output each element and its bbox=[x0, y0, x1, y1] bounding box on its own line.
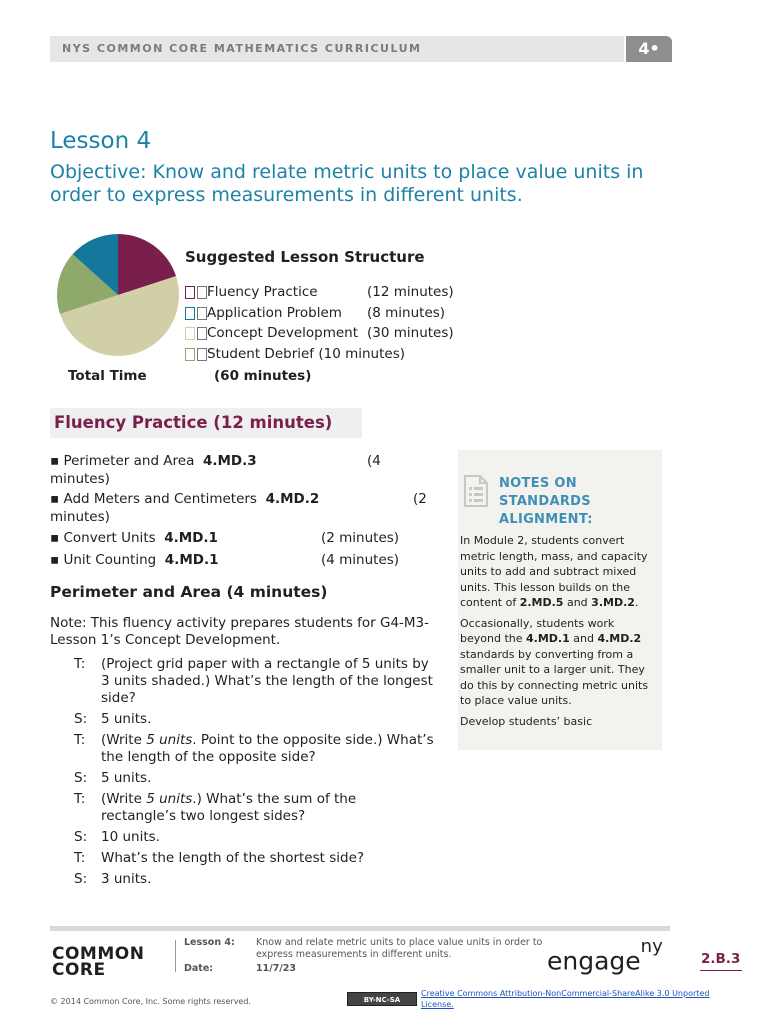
bullet: ▪ bbox=[50, 530, 60, 546]
logo-line: COMMON bbox=[52, 944, 145, 964]
dialog-line bbox=[74, 791, 434, 825]
page-number-underline bbox=[700, 970, 742, 971]
standard-code: 2.MD.5 bbox=[519, 596, 564, 609]
logo-superscript: ny bbox=[640, 936, 663, 957]
dialog-text: . Point to the opposite side.) What’s the length of the opposite side? bbox=[101, 732, 434, 765]
total-time-value: (60 minutes) bbox=[214, 368, 312, 384]
dialog-text: 3 units. bbox=[101, 871, 152, 887]
checkbox-icon bbox=[197, 348, 207, 361]
dialog-line bbox=[74, 829, 434, 846]
checkbox-icon bbox=[197, 307, 207, 320]
structure-item-time: (12 minutes) bbox=[367, 284, 454, 300]
activity-time-wrap: minutes) bbox=[50, 471, 110, 487]
common-core-logo bbox=[52, 946, 144, 978]
bullet: ▪ bbox=[50, 453, 60, 469]
sidebar-text: . bbox=[634, 596, 639, 609]
logo-text: engage bbox=[547, 946, 641, 976]
sidebar-paragraph bbox=[460, 616, 652, 709]
document-icon bbox=[463, 474, 489, 508]
standard-code: 3.MD.2 bbox=[591, 596, 635, 609]
bullet: ▪ bbox=[50, 491, 60, 507]
engageny-logo bbox=[547, 936, 663, 976]
standard-code: 4.MD.2 bbox=[265, 491, 320, 507]
list-item bbox=[50, 490, 430, 529]
sidebar-body bbox=[460, 533, 652, 734]
page-number: 2.B.3 bbox=[701, 951, 741, 967]
dialog-text: (Project grid paper with a rectangle of 5 units by 3 units shaded.) What’s the length of the longest side? bbox=[101, 656, 433, 706]
dialog-line bbox=[74, 850, 434, 867]
dialog-line bbox=[74, 711, 434, 728]
fluency-activity-list bbox=[50, 452, 430, 571]
speaker: S: bbox=[74, 770, 88, 786]
bullet: ▪ bbox=[50, 552, 60, 568]
color-key-concept bbox=[185, 327, 195, 340]
speaker: T: bbox=[74, 791, 86, 807]
perimeter-area-title: Perimeter and Area (4 minutes) bbox=[50, 583, 328, 601]
grade-badge: 4• bbox=[626, 36, 672, 62]
sidebar-text: and bbox=[563, 596, 592, 609]
sidebar-text: standards by converting from a smaller unit to a larger unit. They do this by connecting metric units to place value units. bbox=[460, 647, 649, 707]
structure-item-time: (8 minutes) bbox=[367, 304, 446, 321]
speaker: T: bbox=[74, 732, 86, 748]
standard-code: 4.MD.2 bbox=[597, 632, 642, 645]
footer-divider bbox=[50, 926, 670, 931]
structure-item-name: Student Debrief (10 minutes) bbox=[207, 346, 406, 363]
list-item bbox=[50, 551, 430, 571]
speaker: S: bbox=[74, 711, 88, 727]
dialog-text: (Write bbox=[101, 791, 147, 807]
dialog-emphasis: 5 units bbox=[146, 791, 193, 807]
structure-item-name: Fluency Practice bbox=[207, 284, 318, 300]
dialog-text: .) What’s the sum of the rectangle’s two longest sides? bbox=[101, 791, 357, 824]
sidebar-title: NOTES ON STANDARDS ALIGNMENT: bbox=[499, 476, 593, 527]
activity-time: (4 bbox=[367, 453, 381, 469]
lesson-title: Lesson 4 bbox=[50, 128, 152, 154]
dialog-text: 5 units. bbox=[101, 770, 152, 786]
copyright-notice: © 2014 Common Core, Inc. Some rights reserved. bbox=[50, 997, 251, 1006]
list-item bbox=[50, 452, 430, 488]
creative-commons-badge: BY-NC-SA bbox=[347, 992, 417, 1006]
sidebar-paragraph bbox=[460, 533, 652, 611]
sidebar-paragraph: Develop students’ basic bbox=[460, 714, 593, 728]
lesson-objective: Objective: Know and relate metric units to place value units in order to express measurements in different units. bbox=[50, 161, 644, 206]
footer-date-label: Date: bbox=[184, 963, 214, 974]
dialog-text: 5 units. bbox=[101, 711, 152, 727]
sidebar-text: Occasionally, students work beyond the bbox=[460, 616, 615, 645]
structure-item-name: Application Problem bbox=[207, 304, 342, 321]
lesson-structure-title: Suggested Lesson Structure bbox=[185, 248, 425, 266]
color-key-fluency bbox=[185, 286, 195, 299]
license-link[interactable]: Creative Commons Attribution-NonCommercial-ShareAlike 3.0 Unported License. bbox=[421, 989, 710, 1009]
footer-lesson-label: Lesson 4: bbox=[184, 937, 235, 948]
activity-time-wrap: minutes) bbox=[50, 509, 110, 525]
sidebar-text: In Module 2, students convert metric length, mass, and capacity units to add and subtract mixed units. This lesson builds on the content of bbox=[460, 534, 648, 609]
structure-item-name: Concept Development bbox=[207, 325, 359, 342]
sidebar-text: and bbox=[569, 632, 598, 645]
activity-name: Unit Counting bbox=[63, 552, 157, 568]
activity-name: Add Meters and Centimeters bbox=[63, 491, 257, 507]
footer-lesson-text: Know and relate metric units to place value units in order to express measurements in different units. bbox=[256, 937, 543, 960]
curriculum-title: NYS COMMON CORE MATHEMATICS CURRICULUM bbox=[62, 42, 422, 55]
list-item bbox=[50, 529, 430, 551]
logo-line: CORE bbox=[52, 960, 106, 980]
dialog-text: (Write bbox=[101, 732, 147, 748]
color-key-application bbox=[185, 307, 195, 320]
speaker: S: bbox=[74, 871, 88, 887]
fluency-heading-text: Fluency Practice (12 minutes) bbox=[54, 413, 333, 432]
dialog-line bbox=[74, 770, 434, 787]
checkbox-icon bbox=[197, 286, 207, 299]
standard-code: 4.MD.1 bbox=[526, 632, 570, 645]
color-key-debrief bbox=[185, 348, 195, 361]
activity-name: Convert Units bbox=[63, 530, 156, 546]
standard-code: 4.MD.1 bbox=[164, 552, 219, 568]
teacher-student-dialog bbox=[74, 656, 434, 892]
activity-time: (4 minutes) bbox=[321, 552, 400, 568]
dialog-text: What’s the length of the shortest side? bbox=[101, 850, 365, 866]
activity-name: Perimeter and Area bbox=[63, 453, 195, 469]
speaker: T: bbox=[74, 656, 86, 672]
speaker: T: bbox=[74, 850, 86, 866]
dialog-line bbox=[74, 732, 434, 766]
total-time-label: Total Time bbox=[68, 368, 147, 384]
activity-time: (2 bbox=[413, 491, 427, 507]
structure-item-time: (30 minutes) bbox=[367, 325, 454, 342]
footer-date: 11/7/23 bbox=[256, 963, 296, 974]
activity-note: Note: This fluency activity prepares students for G4-M3-Lesson 1’s Concept Development. bbox=[50, 615, 430, 648]
fluency-practice-heading bbox=[50, 408, 362, 438]
activity-time: (2 minutes) bbox=[321, 530, 400, 546]
dialog-line bbox=[74, 871, 434, 888]
speaker: S: bbox=[74, 829, 88, 845]
dialog-emphasis: 5 units bbox=[146, 732, 193, 748]
standard-code: 4.MD.3 bbox=[202, 453, 257, 469]
footer-separator bbox=[175, 940, 176, 972]
dialog-text: 10 units. bbox=[101, 829, 160, 845]
dialog-line bbox=[74, 656, 434, 707]
lesson-structure-pie-chart bbox=[56, 232, 180, 358]
standard-code: 4.MD.1 bbox=[164, 530, 218, 546]
checkbox-icon bbox=[197, 327, 207, 340]
